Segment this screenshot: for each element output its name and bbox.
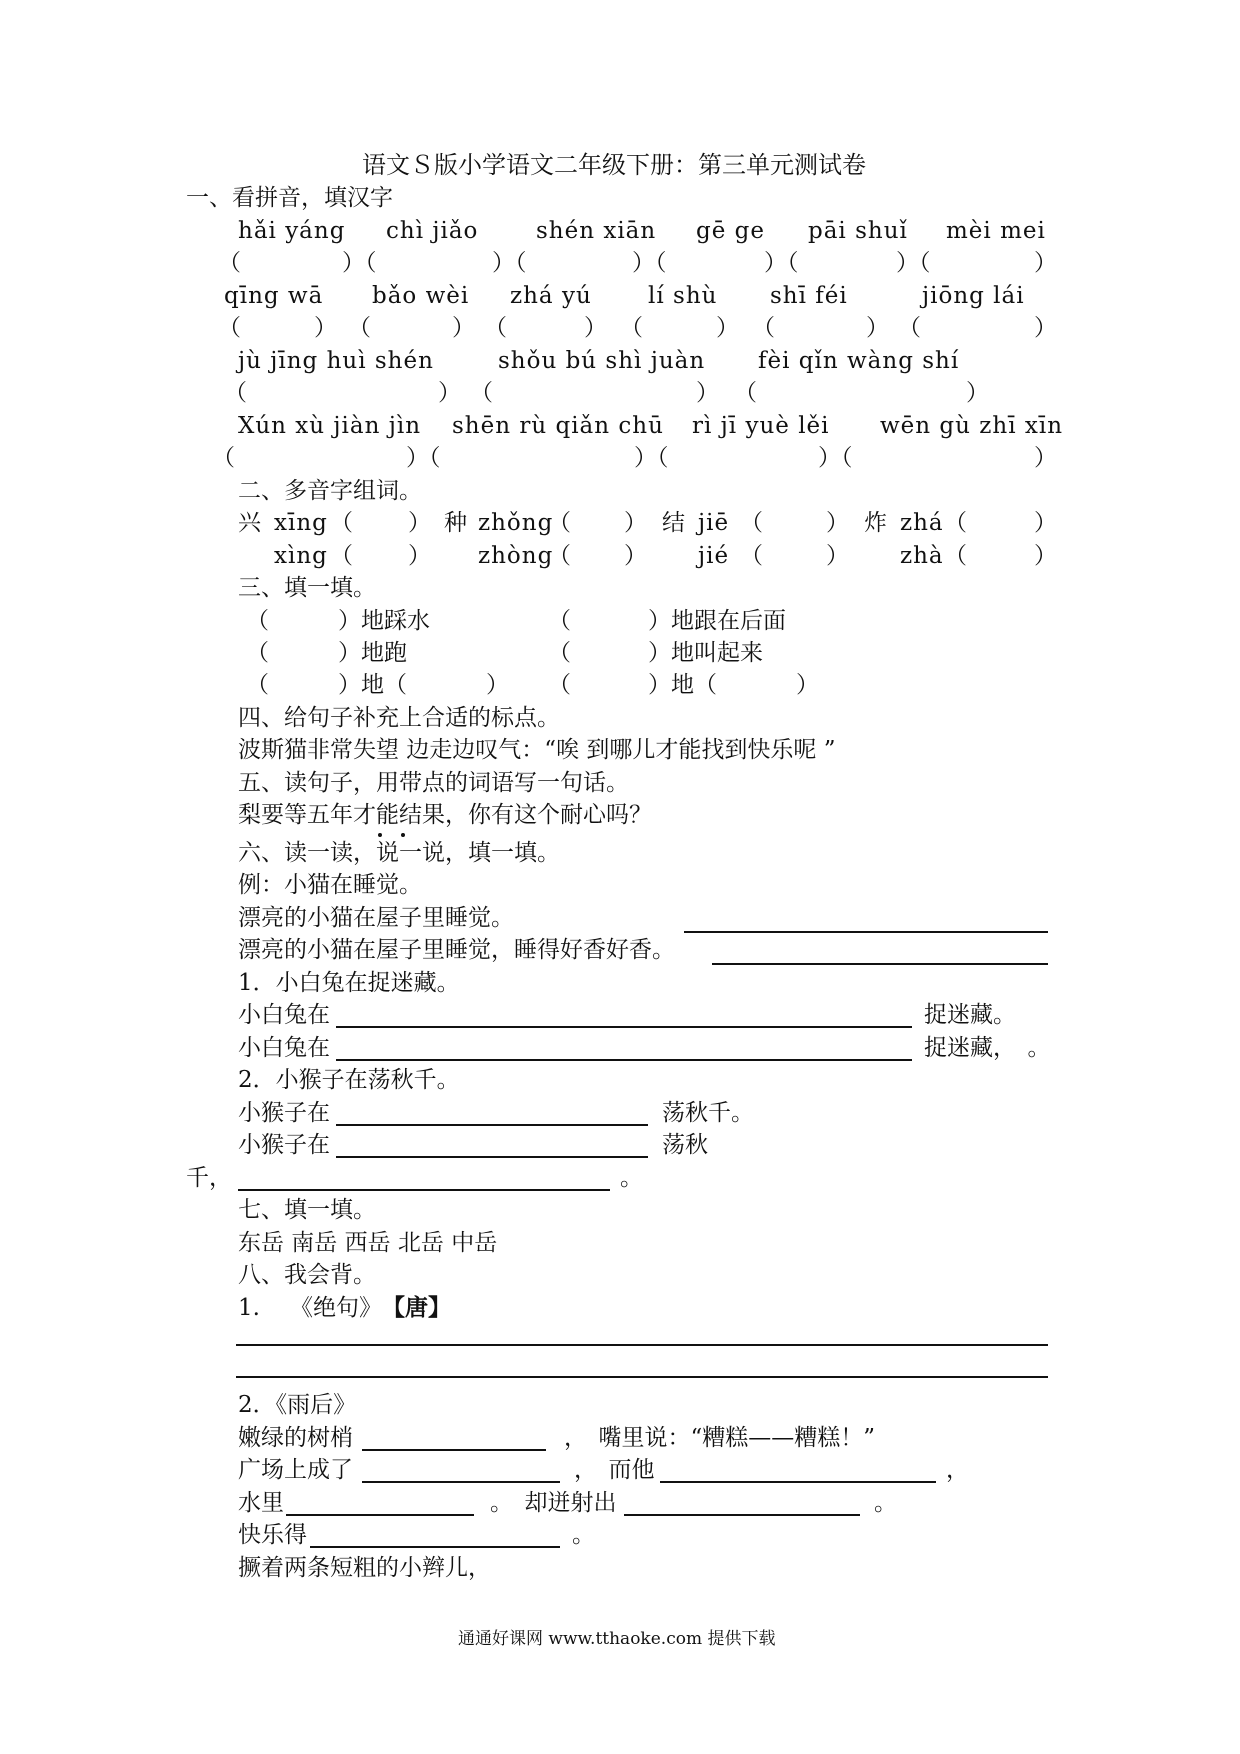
answer-paren: ） — [796, 672, 819, 698]
answer-paren: （ — [548, 543, 571, 569]
poem-line: ， 而他 — [574, 1457, 655, 1483]
period: 。 — [620, 1165, 643, 1191]
pinyin-item: fèi qǐn wàng shí — [758, 348, 960, 374]
answer-paren: ）（ — [764, 250, 799, 276]
section-4-heading: 四、给句子补充上合适的标点。 — [238, 705, 560, 731]
question-2-line-start: 小猴子在 — [238, 1132, 330, 1158]
question-1: 1．小白兔在捉迷藏。 — [238, 970, 460, 996]
question-2: 2．小猴子在荡秋千。 — [238, 1067, 460, 1093]
question-1-line-start: 小白兔在 — [238, 1035, 330, 1061]
polyphone-pinyin: zhǒng — [478, 510, 554, 536]
pinyin-item: shǒu bú shì juàn — [498, 348, 706, 374]
answer-paren: ） — [584, 315, 607, 341]
answer-line[interactable] — [336, 1059, 912, 1061]
answer-paren: ）（ — [896, 250, 931, 276]
poem-1-number: 1. — [238, 1295, 260, 1321]
polyphone-pinyin: zhòng — [478, 543, 554, 569]
answer-paren: ） — [1034, 543, 1057, 569]
answer-line[interactable] — [236, 1344, 1048, 1346]
pinyin-item: zhá yú — [510, 283, 592, 309]
mountain-list: 东岳 南岳 西岳 北岳 中岳 — [238, 1230, 498, 1256]
answer-paren: ）（ — [342, 250, 377, 276]
answer-paren: （ — [548, 672, 571, 698]
section-1-heading: 一、看拼音，填汉字 — [186, 185, 393, 211]
answer-line[interactable] — [336, 1156, 648, 1158]
poem-line: 。 却迸射出 — [490, 1490, 617, 1516]
answer-paren: （ — [246, 608, 269, 634]
question-1-line-end: 捉迷藏， 。 — [924, 1035, 1051, 1061]
answer-line[interactable] — [684, 931, 1048, 933]
answer-paren: （ — [330, 510, 353, 536]
answer-line[interactable] — [362, 1481, 560, 1483]
poem-line: 水里 — [238, 1490, 284, 1516]
answer-paren: （ — [348, 315, 371, 341]
answer-paren: ） — [1034, 445, 1057, 471]
answer-line[interactable] — [624, 1514, 860, 1516]
answer-paren: ） — [1034, 250, 1057, 276]
answer-paren: （ — [944, 510, 967, 536]
pinyin-item: hǎi yáng — [238, 218, 346, 244]
answer-paren: ） — [408, 543, 431, 569]
answer-line[interactable] — [336, 1124, 648, 1126]
answer-line[interactable] — [236, 1376, 1048, 1378]
polyphone-char: 种 — [444, 510, 467, 536]
answer-paren: ） — [1034, 510, 1057, 536]
poem-2-title: 2．《雨后》 — [238, 1392, 357, 1418]
answer-line[interactable] — [286, 1514, 474, 1516]
fill-item: ）地踩水 — [338, 608, 430, 634]
answer-paren: （ — [620, 315, 643, 341]
answer-paren: ） — [486, 672, 509, 698]
answer-paren: ） — [826, 543, 849, 569]
answer-paren: ） — [826, 510, 849, 536]
poem-1-title: 《绝句》 — [290, 1295, 382, 1321]
punctuation-sentence: 波斯猫非常失望 边走边叹气：“唉 到哪儿才能找到快乐呢 ” — [238, 737, 836, 763]
polyphone-char: 炸 — [864, 510, 887, 536]
polyphone-char: 兴 — [238, 510, 261, 536]
poem-line: ， 嘴里说：“糟糕——糟糕！” — [564, 1425, 876, 1451]
poem-line: ， — [946, 1457, 969, 1483]
pinyin-item: lí shù — [648, 283, 718, 309]
poem-line: 快乐得 — [238, 1522, 307, 1548]
answer-paren: ）（ — [632, 250, 667, 276]
answer-paren: （ — [944, 543, 967, 569]
answer-line[interactable] — [238, 1189, 610, 1191]
answer-paren: （ — [548, 640, 571, 666]
pinyin-item: Xún xù jiàn jìn — [238, 413, 422, 439]
answer-paren: ） — [408, 510, 431, 536]
answer-paren: （ — [548, 510, 571, 536]
poem-line: 。 — [572, 1522, 595, 1548]
pinyin-item: jù jīng huì shén — [238, 348, 434, 374]
question-2-line-start: 小猴子在 — [238, 1100, 330, 1126]
answer-paren: ） — [438, 380, 461, 406]
answer-paren: （ — [246, 672, 269, 698]
answer-paren: （ — [548, 608, 571, 634]
poem-line: 嫩绿的树梢 — [238, 1425, 353, 1451]
answer-paren: （ — [740, 510, 763, 536]
fill-item: ）地叫起来 — [648, 640, 763, 666]
pinyin-item: wēn gù zhī xīn — [880, 413, 1064, 439]
fill-item: ）地（ — [338, 672, 407, 698]
pinyin-item: bǎo wèi — [372, 283, 470, 309]
dotted-sentence: 梨要等五年才能结果，你有这个耐心吗？ — [238, 802, 652, 828]
answer-line[interactable] — [712, 963, 1048, 965]
answer-paren: （ — [898, 315, 921, 341]
poem-line: 广场上成了 — [238, 1457, 353, 1483]
emphasis-dot — [378, 833, 382, 837]
polyphone-pinyin: jié — [698, 543, 730, 569]
question-2-line-end: 荡秋 — [662, 1132, 708, 1158]
example-line: 例：小猫在睡觉。 — [238, 872, 422, 898]
section-3-heading: 三、填一填。 — [238, 575, 376, 601]
answer-paren: （ — [734, 380, 757, 406]
answer-paren: ） — [966, 380, 989, 406]
answer-line[interactable] — [362, 1449, 546, 1451]
section-6-heading: 六、读一读，说一说，填一填。 — [238, 840, 560, 866]
section-2-heading: 二、多音字组词。 — [238, 478, 422, 504]
pinyin-item: qīng wā — [224, 283, 324, 309]
question-1-line-end: 捉迷藏。 — [924, 1002, 1016, 1028]
polyphone-pinyin: jiē — [698, 510, 730, 536]
pinyin-item: chì jiǎo — [386, 218, 479, 244]
answer-paren: ）（ — [406, 445, 441, 471]
answer-paren: ）（ — [634, 445, 669, 471]
pinyin-item: gē ge — [696, 218, 765, 244]
answer-paren: ） — [624, 510, 647, 536]
answer-paren: ）（ — [818, 445, 853, 471]
example-line: 漂亮的小猫在屋子里睡觉，睡得好香好香。 — [238, 937, 675, 963]
fill-item: ）地跟在后面 — [648, 608, 786, 634]
answer-paren: ） — [624, 543, 647, 569]
answer-paren: （ — [330, 543, 353, 569]
answer-paren: （ — [224, 380, 247, 406]
emphasis-dot — [401, 833, 405, 837]
answer-paren: ） — [696, 380, 719, 406]
question-2-line-end: 荡秋千。 — [662, 1100, 754, 1126]
question-2-wrap: 千， — [186, 1165, 232, 1191]
answer-paren: ） — [452, 315, 475, 341]
example-line: 漂亮的小猫在屋子里睡觉。 — [238, 905, 514, 931]
answer-line[interactable] — [336, 1026, 912, 1028]
answer-paren: （ — [212, 445, 235, 471]
answer-paren: （ — [740, 543, 763, 569]
answer-paren: ） — [1034, 315, 1057, 341]
footer-credit: 通通好课网 www.tthaoke.com 提供下载 — [458, 1629, 776, 1649]
poem-line: 。 — [874, 1490, 897, 1516]
pinyin-item: shēn rù qiǎn chū — [452, 413, 664, 439]
section-7-heading: 七、填一填。 — [238, 1197, 376, 1223]
answer-line[interactable] — [660, 1481, 936, 1483]
answer-paren: ） — [314, 315, 337, 341]
answer-paren: （ — [470, 380, 493, 406]
answer-paren: （ — [218, 250, 241, 276]
polyphone-pinyin: xìng — [274, 543, 328, 569]
fill-item: ）地（ — [648, 672, 717, 698]
answer-paren: ）（ — [492, 250, 527, 276]
pinyin-item: shén xiān — [536, 218, 657, 244]
pinyin-item: shī féi — [770, 283, 848, 309]
polyphone-char: 结 — [662, 510, 685, 536]
answer-paren: （ — [484, 315, 507, 341]
polyphone-pinyin: zhà — [900, 543, 944, 569]
page-title: 语文Ｓ版小学语文二年级下册：第三单元测试卷 — [362, 151, 866, 179]
answer-line[interactable] — [310, 1546, 560, 1548]
answer-paren: ） — [716, 315, 739, 341]
polyphone-pinyin: zhá — [900, 510, 944, 536]
answer-paren: ） — [866, 315, 889, 341]
section-8-heading: 八、我会背。 — [238, 1262, 376, 1288]
pinyin-item: mèi mei — [946, 218, 1046, 244]
polyphone-pinyin: xīng — [274, 510, 328, 536]
pinyin-item: pāi shuǐ — [808, 218, 908, 244]
section-5-heading: 五、读句子，用带点的词语写一句话。 — [238, 770, 629, 796]
question-1-line-start: 小白兔在 — [238, 1002, 330, 1028]
fill-item: ）地跑 — [338, 640, 407, 666]
poem-line: 撅着两条短粗的小辫儿， — [238, 1555, 491, 1581]
pinyin-item: jiōng lái — [922, 283, 1025, 309]
answer-paren: （ — [752, 315, 775, 341]
poem-1-author: 【唐】 — [382, 1294, 451, 1321]
answer-paren: （ — [246, 640, 269, 666]
answer-paren: （ — [218, 315, 241, 341]
pinyin-item: rì jī yuè lěi — [692, 413, 830, 439]
